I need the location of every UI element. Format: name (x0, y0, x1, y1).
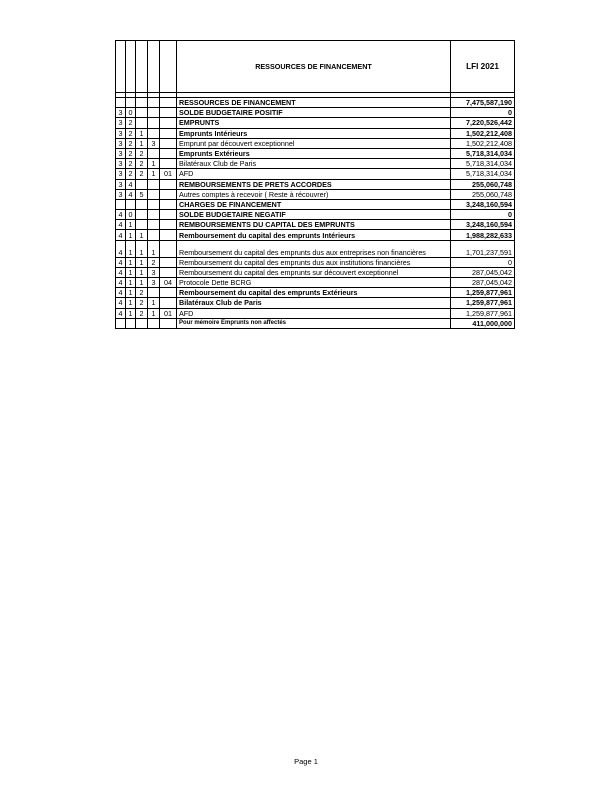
code-cell: 1 (136, 128, 148, 138)
table-row (116, 169, 515, 179)
code-cell (160, 148, 177, 158)
code-cell: 4 (126, 179, 136, 189)
code-cell: 1 (126, 288, 136, 298)
table-row (116, 230, 515, 240)
code-cell: 2 (126, 138, 136, 148)
table-row (116, 220, 515, 230)
code-cell: 01 (160, 308, 177, 318)
row-value: 0 (451, 108, 515, 118)
code-cell (160, 267, 177, 277)
code-cell: 4 (116, 267, 126, 277)
code-cell (136, 179, 148, 189)
code-cell (148, 179, 160, 189)
code-cell: 1 (148, 159, 160, 169)
row-label: Remboursement du capital des emprunts dus aux institutions financières (177, 257, 451, 267)
code-cell: 3 (116, 159, 126, 169)
table-row (116, 189, 515, 199)
code-cell: 2 (126, 118, 136, 128)
table-header-row (116, 41, 515, 93)
code-cell (148, 288, 160, 298)
row-label: Remboursement du capital des emprunts dus aux entreprises non financières (177, 240, 451, 257)
code-cell: 2 (136, 308, 148, 318)
code-cell (160, 230, 177, 240)
code-cell: 01 (160, 169, 177, 179)
code-cell (160, 179, 177, 189)
row-label: Emprunts Extérieurs (177, 148, 451, 158)
code-cell (136, 108, 148, 118)
code-cell: 3 (116, 179, 126, 189)
row-label: SOLDE BUDGETAIRE POSITIF (177, 108, 451, 118)
row-value: 1,259,877,961 (451, 298, 515, 308)
code-cell: 1 (126, 278, 136, 288)
code-cell: 1 (136, 267, 148, 277)
row-label: AFD (177, 169, 451, 179)
code-cell: 1 (136, 278, 148, 288)
code-cell (160, 220, 177, 230)
code-cell: 3 (116, 189, 126, 199)
code-cell (126, 199, 136, 209)
code-cell: 4 (116, 230, 126, 240)
code-cell: 4 (116, 288, 126, 298)
row-value: 0 (451, 210, 515, 220)
table-row (116, 159, 515, 169)
row-value: 255,060,748 (451, 179, 515, 189)
code-cell: 4 (116, 278, 126, 288)
code-cell: 1 (126, 298, 136, 308)
row-label: Autres comptes à recevoir ( Reste à récouvrer) (177, 189, 451, 199)
row-label: Remboursement du capital des emprunts Extérieurs (177, 288, 451, 298)
code-header-cell (126, 41, 136, 93)
table-row (116, 98, 515, 108)
code-cell: 4 (126, 189, 136, 199)
code-cell: 4 (116, 210, 126, 220)
row-label: RESSOURCES DE FINANCEMENT (177, 98, 451, 108)
row-label: REMBOURSEMENTS DU CAPITAL DES EMPRUNTS (177, 220, 451, 230)
page-number: Page 1 (294, 757, 318, 766)
code-cell: 4 (116, 298, 126, 308)
table-row (116, 118, 515, 128)
code-cell: 3 (148, 278, 160, 288)
table-row (116, 148, 515, 158)
row-value: 3,248,160,594 (451, 199, 515, 209)
code-cell (148, 199, 160, 209)
row-label: Pour mémoire Emprunts non affectés (177, 318, 451, 328)
code-cell: 0 (126, 210, 136, 220)
row-label: CHARGES DE FINANCEMENT (177, 199, 451, 209)
code-cell: 4 (116, 308, 126, 318)
code-cell (136, 199, 148, 209)
table-row (116, 318, 515, 328)
column-header-lfi: LFI 2021 (451, 41, 515, 93)
code-cell: 2 (136, 288, 148, 298)
row-value: 7,220,526,442 (451, 118, 515, 128)
code-cell: 1 (136, 138, 148, 148)
code-cell (148, 189, 160, 199)
row-value: 1,988,282,633 (451, 230, 515, 240)
code-cell: 2 (136, 148, 148, 158)
code-cell: 3 (116, 108, 126, 118)
code-header-cell (116, 41, 126, 93)
code-cell: 3 (148, 138, 160, 148)
code-cell: 1 (126, 308, 136, 318)
code-cell (160, 257, 177, 267)
code-cell: 4 (116, 240, 126, 257)
code-cell: 3 (116, 148, 126, 158)
row-label: Bilatéraux Club de Paris (177, 298, 451, 308)
table-row (116, 108, 515, 118)
code-cell (160, 128, 177, 138)
code-cell: 2 (126, 159, 136, 169)
code-cell: 1 (126, 230, 136, 240)
code-cell (116, 318, 126, 328)
code-cell (160, 199, 177, 209)
table-row (116, 138, 515, 148)
code-cell (160, 138, 177, 148)
table-row (116, 288, 515, 298)
code-cell: 1 (136, 230, 148, 240)
row-label: Bilatéraux Club de Paris (177, 159, 451, 169)
code-cell (160, 108, 177, 118)
code-cell (160, 210, 177, 220)
code-cell: 2 (136, 298, 148, 308)
code-cell: 2 (148, 257, 160, 267)
code-header-cell (148, 41, 160, 93)
code-cell: 1 (148, 169, 160, 179)
table-row (116, 267, 515, 277)
table-row (116, 240, 515, 257)
row-value: 1,701,237,591 (451, 240, 515, 257)
row-label: AFD (177, 308, 451, 318)
code-cell (148, 148, 160, 158)
code-cell (136, 118, 148, 128)
row-label: Protocole Dette BCRG (177, 278, 451, 288)
code-cell: 3 (116, 169, 126, 179)
row-label: Emprunt par découvert exceptionnel (177, 138, 451, 148)
code-cell (148, 108, 160, 118)
code-cell (148, 128, 160, 138)
row-value: 1,502,212,408 (451, 128, 515, 138)
table-row (116, 257, 515, 267)
code-header-cell (160, 41, 177, 93)
table-row (116, 179, 515, 189)
table-row (116, 210, 515, 220)
code-cell (136, 220, 148, 230)
table-row (116, 308, 515, 318)
code-cell: 2 (136, 169, 148, 179)
code-cell: 1 (126, 267, 136, 277)
code-cell (160, 318, 177, 328)
code-cell: 5 (136, 189, 148, 199)
row-label: Remboursement du capital des emprunts Intérieurs (177, 230, 451, 240)
row-value: 1,502,212,408 (451, 138, 515, 148)
code-cell (148, 318, 160, 328)
financing-table (115, 40, 515, 329)
code-cell (136, 318, 148, 328)
code-cell (160, 98, 177, 108)
code-cell (136, 210, 148, 220)
code-cell: 3 (116, 128, 126, 138)
table-row (116, 278, 515, 288)
row-value: 3,248,160,594 (451, 220, 515, 230)
code-cell: 2 (126, 169, 136, 179)
code-cell (148, 118, 160, 128)
row-value: 255,060,748 (451, 189, 515, 199)
row-value: 5,718,314,034 (451, 159, 515, 169)
code-cell: 3 (116, 138, 126, 148)
code-cell: 1 (126, 240, 136, 257)
table-title: RESSOURCES DE FINANCEMENT (177, 41, 451, 93)
code-cell: 3 (116, 118, 126, 128)
code-cell (148, 98, 160, 108)
code-cell (148, 220, 160, 230)
row-label: Remboursement du capital des emprunts sur découvert exceptionnel (177, 267, 451, 277)
row-value: 411,000,000 (451, 318, 515, 328)
code-cell (126, 98, 136, 108)
row-value: 287,045,042 (451, 278, 515, 288)
code-header-cell (136, 41, 148, 93)
code-cell (160, 118, 177, 128)
row-value: 5,718,314,034 (451, 148, 515, 158)
code-cell: 04 (160, 278, 177, 288)
code-cell (160, 159, 177, 169)
code-cell (160, 189, 177, 199)
code-cell: 1 (126, 257, 136, 267)
table-row (116, 199, 515, 209)
code-cell: 4 (116, 257, 126, 267)
code-cell (116, 98, 126, 108)
code-cell: 0 (126, 108, 136, 118)
row-value: 1,259,877,961 (451, 288, 515, 298)
row-value: 1,259,877,961 (451, 308, 515, 318)
code-cell: 4 (116, 220, 126, 230)
code-cell (160, 240, 177, 257)
code-cell: 1 (136, 240, 148, 257)
row-label: SOLDE BUDGETAIRE NEGATIF (177, 210, 451, 220)
code-cell (160, 288, 177, 298)
code-cell: 1 (126, 220, 136, 230)
code-cell: 1 (148, 240, 160, 257)
code-cell (136, 98, 148, 108)
row-value: 7,475,587,190 (451, 98, 515, 108)
row-value: 287,045,042 (451, 267, 515, 277)
table-row (116, 298, 515, 308)
code-cell (160, 298, 177, 308)
row-value: 0 (451, 257, 515, 267)
code-cell: 2 (126, 148, 136, 158)
row-label: Emprunts Intérieurs (177, 128, 451, 138)
table-row (116, 128, 515, 138)
code-cell (116, 199, 126, 209)
row-label: EMPRUNTS (177, 118, 451, 128)
row-value: 5,718,314,034 (451, 169, 515, 179)
row-label: REMBOURSEMENTS DE PRETS ACCORDES (177, 179, 451, 189)
code-cell (148, 210, 160, 220)
code-cell: 1 (148, 308, 160, 318)
code-cell (148, 230, 160, 240)
code-cell: 1 (136, 257, 148, 267)
code-cell: 3 (148, 267, 160, 277)
code-cell: 1 (148, 298, 160, 308)
code-cell (126, 318, 136, 328)
code-cell: 2 (126, 128, 136, 138)
code-cell: 2 (136, 159, 148, 169)
